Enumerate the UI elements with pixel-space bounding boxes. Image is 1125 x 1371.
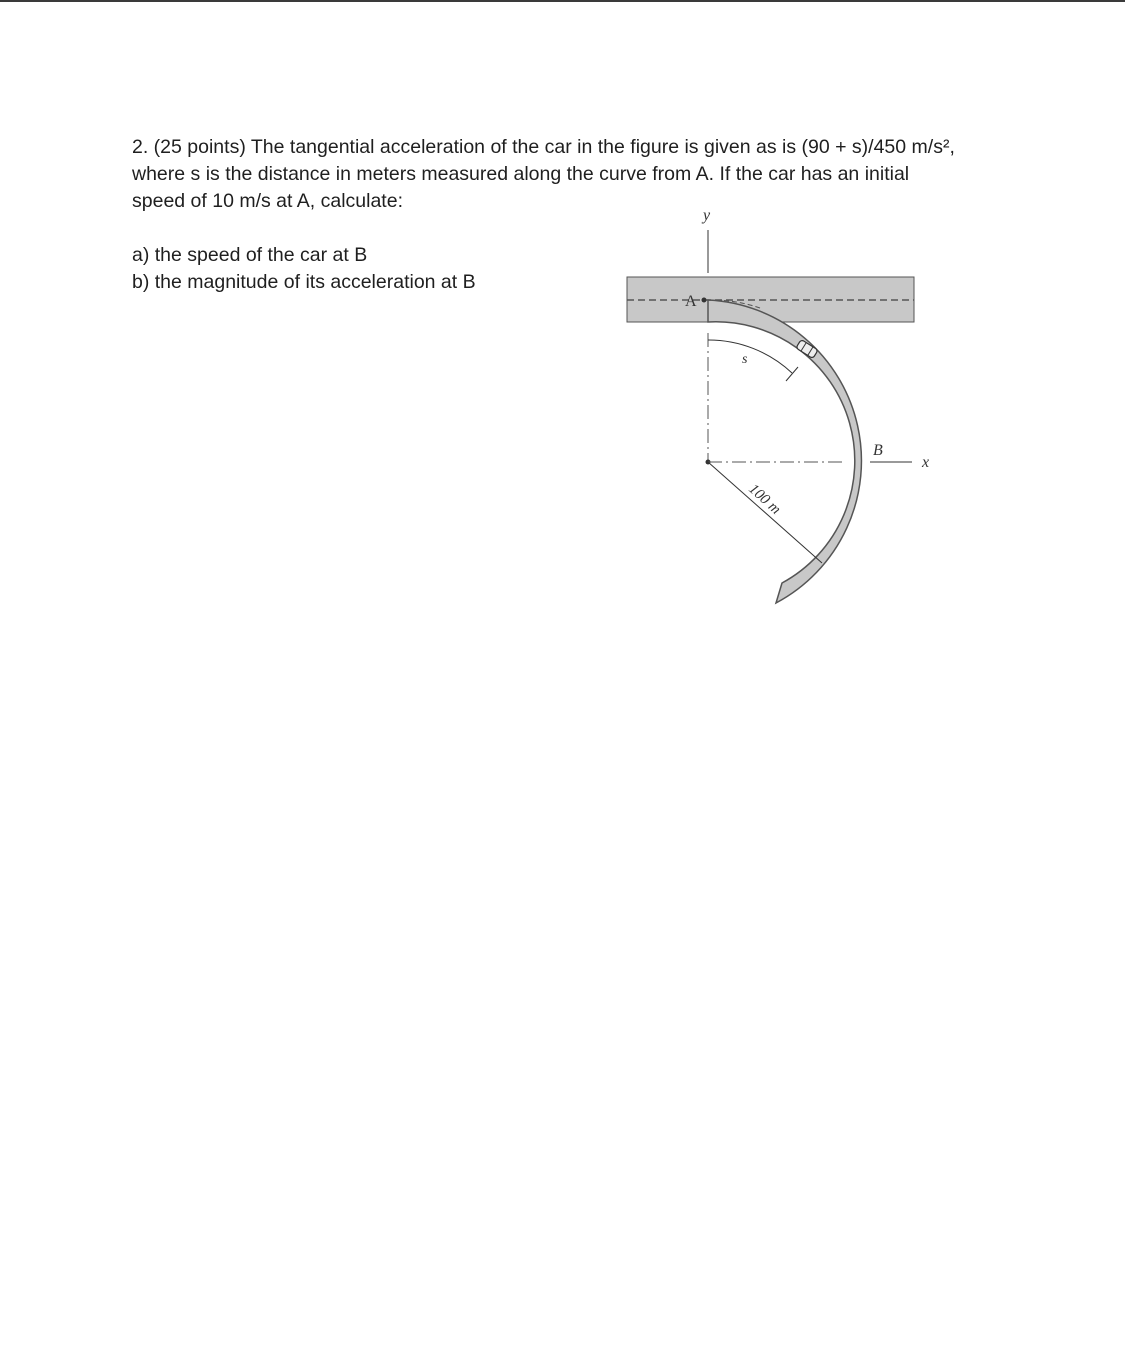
question-b: b) the magnitude of its acceleration at B bbox=[132, 271, 476, 293]
problem-line-1: 2. (25 points) The tangential acceleration of the car in the figure is given as is (90 + s)/450 m/s², bbox=[132, 136, 955, 158]
question-list bbox=[132, 242, 592, 296]
problem-line-2: where s is the distance in meters measured along the curve from A. If the car has an initial bbox=[132, 163, 910, 185]
label-y: y bbox=[703, 207, 711, 224]
label-s: s bbox=[742, 352, 748, 367]
label-x: x bbox=[922, 454, 930, 471]
label-b: B bbox=[873, 442, 883, 459]
label-a: A bbox=[685, 293, 697, 310]
curved-road bbox=[708, 300, 861, 603]
top-border bbox=[0, 0, 1125, 2]
point-a bbox=[702, 298, 707, 303]
radius-line bbox=[708, 462, 822, 563]
question-a: a) the speed of the car at B bbox=[132, 244, 368, 266]
s-dimension-arc bbox=[708, 340, 792, 373]
problem-line-3: speed of 10 m/s at A, calculate: bbox=[132, 190, 403, 212]
label-radius: 100 m bbox=[745, 481, 784, 518]
road-curve-figure bbox=[600, 195, 940, 615]
